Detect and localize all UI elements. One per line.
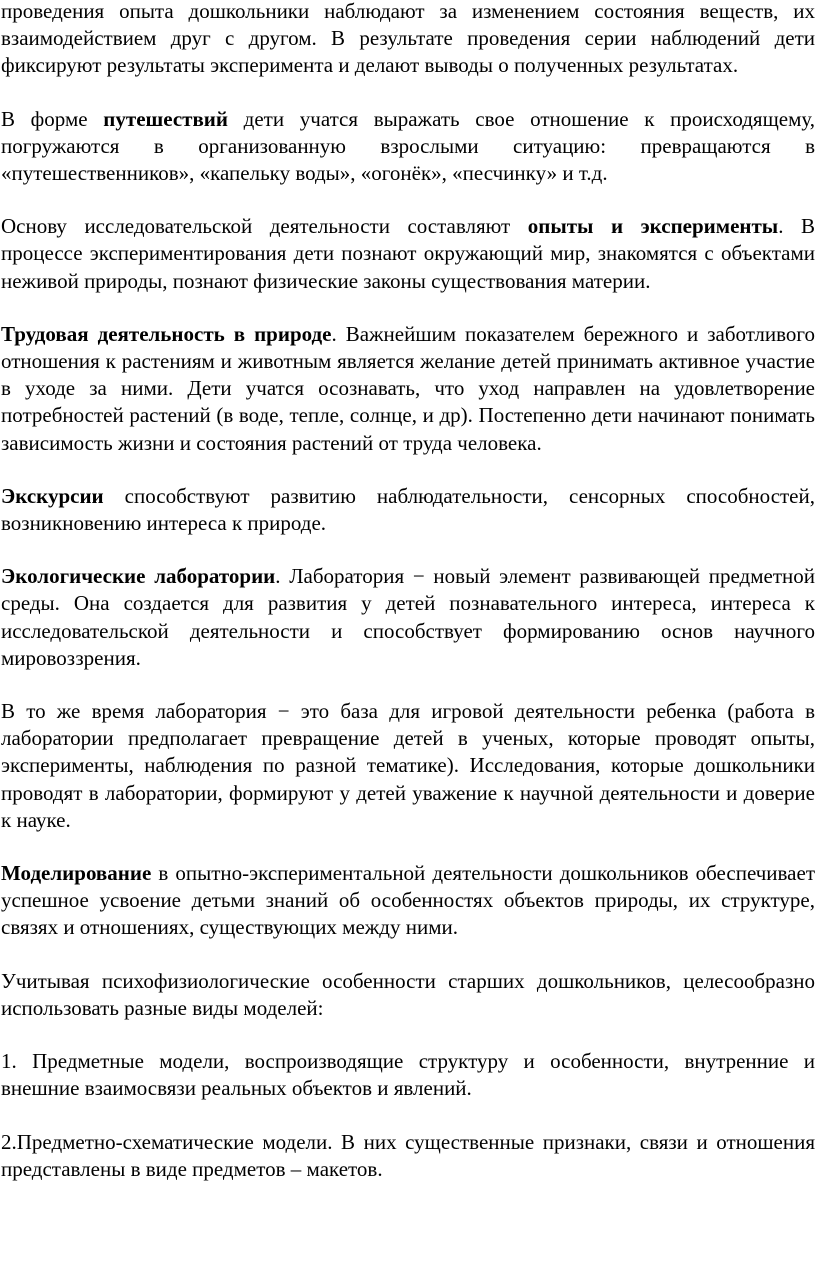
bold-term-excursions: Экскурсии bbox=[1, 483, 104, 508]
text-segment: . Важнейшим показателем бережного и заботливого отношения к растениям и животным является желание детей принимать активное участие в уходе за ними. Дети учатся осознавать, что уход направлен на удовлетворение потребностей растений (в воде, тепле, солнце, и др). Постепенно дети начинают понимать зависимость жизни и состояния растений от труда человека. bbox=[1, 321, 815, 455]
paragraph-list-item-2 bbox=[1, 1129, 815, 1183]
paragraph-model-types-intro bbox=[1, 968, 815, 1022]
bold-term-eco-labs: Экологические лаборатории bbox=[1, 564, 276, 589]
paragraph-eco-labs bbox=[1, 563, 815, 672]
text-segment: В форме bbox=[1, 106, 104, 131]
text-segment: . Лаборатория − новый элемент развивающей предметной среды. Она создается для развития у детей познавательного интереса, интереса к исследовательской деятельности и способствует формированию основ научного мировоззрения. bbox=[1, 564, 815, 670]
bold-term-experiments: опыты и эксперименты bbox=[527, 214, 779, 239]
paragraph-travels bbox=[1, 106, 815, 188]
text-segment: в опытно-экспериментальной деятельности дошкольников обеспечивает успешное усвоение детьми знаний об особенностях объектов природы, их структуре, связях и отношениях, существующих между ними. bbox=[1, 861, 815, 940]
bold-term-travels: путешествий bbox=[103, 106, 228, 131]
paragraph-experiments bbox=[1, 213, 815, 295]
text-segment: проведения опыта дошкольники наблюдают за изменением состояния веществ, их взаимодействием друг с другом. В результате проведения серии наблюдений дети фиксируют результаты эксперимента и делают выводы о полученных результатах. bbox=[1, 0, 815, 78]
text-segment: 1. Предметные модели, воспроизводящие структуру и особенности, внутренние и внешние взаимосвязи реальных объектов и явлений. bbox=[1, 1049, 815, 1101]
text-segment: Основу исследовательской деятельности составляют bbox=[1, 214, 528, 239]
text-segment: В то же время лаборатория − это база для игровой деятельности ребенка (работа в лаборатории предполагает превращение детей в ученых, которые проводят опыты, эксперименты, наблюдения по разной тематике). Исследования, которые дошкольники проводят в лаборатории, формируют у детей уважение к научной деятельности и доверие к науке. bbox=[1, 699, 815, 832]
paragraph-modeling bbox=[1, 860, 815, 942]
text-segment: 2.Предметно-схематические модели. В них существенные признаки, связи и отношения представлены в виде предметов – макетов. bbox=[1, 1129, 815, 1181]
paragraph-list-item-1 bbox=[1, 1048, 815, 1102]
text-segment: способствуют развитию наблюдательности, сенсорных способностей, возникновению интереса к природе. bbox=[1, 483, 815, 536]
paragraph-observation-results bbox=[1, 0, 815, 80]
paragraph-lab-play-base bbox=[1, 698, 815, 834]
text-segment: . В процессе экспериментирования дети познают окружающий мир, знакомятся с объектами неживой природы, познают физические законы существования материи. bbox=[1, 214, 815, 293]
paragraph-labor-in-nature bbox=[1, 321, 815, 457]
text-segment: дети учатся выражать свое отношение к происходящему, погружаются в организованную взрослыми ситуацию: превращаются в «путешественников», «капельку воды», «огонёк», «песчинку» и т.д. bbox=[1, 106, 816, 186]
bold-term-modeling: Моделирование bbox=[1, 861, 152, 886]
text-segment: Учитывая психофизиологические особенности старших дошкольников, целесообразно использовать разные виды моделей: bbox=[1, 968, 815, 1020]
bold-term-labor: Трудовая деятельность в природе bbox=[1, 321, 332, 346]
paragraph-excursions bbox=[1, 483, 815, 537]
